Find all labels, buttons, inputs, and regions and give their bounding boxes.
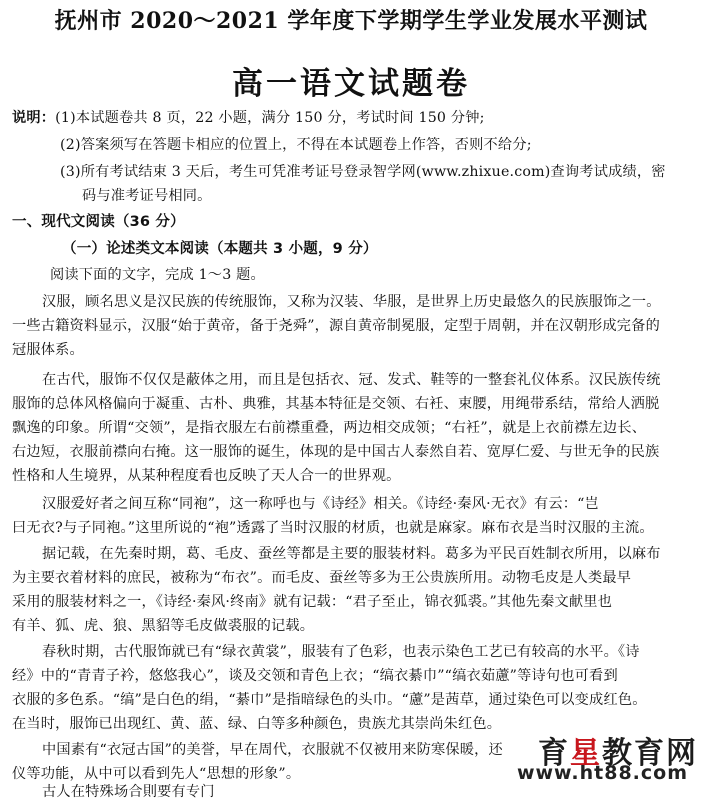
instruction-item-2: (2)答案须写在答题卡相应的位置上，不得在本试题卷上作答，否则不给分; bbox=[60, 137, 532, 153]
paragraph-line: 飘逸的印象。所谓“交领”，是指衣服左右前襟重叠，两边相交成领；“右衽”，就是上衣前襟左边长、 bbox=[12, 420, 647, 436]
instruction-item-3-cont: 码与准考证号相同。 bbox=[82, 188, 212, 204]
paragraph-line: 右边短，衣服前襟向右掩。这一服饰的诞生，体现的是中国古人泰然自若、宽厚仁爱、与世无争的民族 bbox=[12, 444, 660, 460]
section-subheading: （一）论述类文本阅读（本题共 3 小题，9 分） bbox=[62, 241, 378, 257]
paragraph-line: 采用的服装材料之一，《诗经·秦风·终南》就有记载：“君子至止，锦衣狐裘。”其他先秦文献里也 bbox=[12, 594, 613, 610]
paragraph-line: 为主要衣着材料的庶民，被称为“布衣”。而毛皮、蚕丝等多为王公贵族所用。动物毛皮是人类最早 bbox=[12, 570, 632, 586]
watermark-star-char: 星 bbox=[570, 736, 602, 771]
paragraph-line: 古人在特殊场合則要有专门 bbox=[42, 784, 215, 800]
paper-title: 高一语文试题卷 bbox=[232, 66, 470, 102]
watermark-logo bbox=[483, 728, 698, 785]
section-heading: 一、现代文阅读（36 分） bbox=[12, 214, 185, 230]
paragraph-line: 中国素有“衣冠古国”的美誉，早在周代，衣服就不仅被用来防寒保暖，还 bbox=[42, 742, 503, 758]
paragraph-line: 仪等功能，从中可以看到先人“思想的形象”。 bbox=[12, 766, 301, 782]
instruction-item-3: (3)所有考试结束 3 天后，考生可凭准考证号登录智学网(www.zhixue.com)查询考试成绩，密 bbox=[60, 164, 666, 180]
paragraph-line: 服饰的总体风格偏向于凝重、古朴、典雅，其基本特征是交领、右衽、束腰，用绳带系结，常给人洒脱 bbox=[12, 396, 660, 412]
paragraph-line: 在当时，服饰已出现红、黄、蓝、绿、白等多种颜色，贵族尤其崇尚朱红色。 bbox=[12, 716, 502, 732]
paragraph-line: 汉服爱好者之间互称“同袍”，这一称呼也与《诗经》相关。《诗经·秦风·无衣》有云：“岂 bbox=[42, 496, 600, 512]
watermark-url: www.ht88.com bbox=[516, 762, 688, 784]
paragraph-line: 据记载，在先秦时期，葛、毛皮、蚕丝等都是主要的服装材料。葛多为平民百姓制衣所用，以麻布 bbox=[42, 546, 661, 562]
paragraph-line: 冠服体系。 bbox=[12, 342, 84, 358]
paragraph-line: 有羊、狐、虎、狼、黑貂等毛皮做裘服的记载。 bbox=[12, 618, 315, 634]
paragraph-line: 一些古籍资料显示，汉服“始于黄帝，备于尧舜”，源自黄帝制冕服，定型于周朝，并在汉朝形成完备的 bbox=[12, 318, 660, 334]
reading-prompt: 阅读下面的文字，完成 1～3 题。 bbox=[50, 267, 265, 283]
paragraph-line: 汉服，顾名思义是汉民族的传统服饰，又称为汉装、华服，是世界上历史最悠久的民族服饰之一。 bbox=[42, 294, 661, 310]
watermark-brand-part: 育 bbox=[538, 736, 570, 771]
paragraph-line: 性格和人生境界，从某种程度看也反映了天人合一的世界观。 bbox=[12, 468, 401, 484]
paragraph-line: 曰无衣?与子同袍。”这里所说的“袍”透露了当时汉服的材质，也就是麻家。麻布衣是当时汉服的主流。 bbox=[12, 520, 654, 536]
paragraph-line: 经》中的“青青子衿，悠悠我心”，谈及交领和青色上衣；“缟衣綦巾”“缟衣茹藘”等诗句也可看到 bbox=[12, 668, 618, 684]
instructions-line-1 bbox=[12, 108, 485, 128]
paragraph-line: 春秋时期，古代服饰就已有“绿衣黄裳”，服装有了色彩，也表示染色工艺已有较高的水平。《诗 bbox=[42, 644, 640, 660]
paragraph-line: 在古代，服饰不仅仅是蔽体之用，而且是包括衣、冠、发式、鞋等的一整套礼仪体系。汉民族传统 bbox=[42, 372, 661, 388]
paragraph-line: 衣服的多色系。“缟”是白色的绢，“綦巾”是指暗绿色的头巾。“藘”是茜草，通过染色可以变成红色。 bbox=[12, 692, 647, 708]
instructions-label: 说明： bbox=[12, 110, 56, 126]
instruction-item-1: (1)本试题卷共 8 页，22 小题，满分 150 分，考试时间 150 分钟; bbox=[55, 110, 485, 126]
watermark-brand-part: 教育网 bbox=[602, 736, 698, 771]
exam-title: 抚州市 2020～2021 学年度下学期学生学业发展水平测试 bbox=[54, 8, 648, 34]
